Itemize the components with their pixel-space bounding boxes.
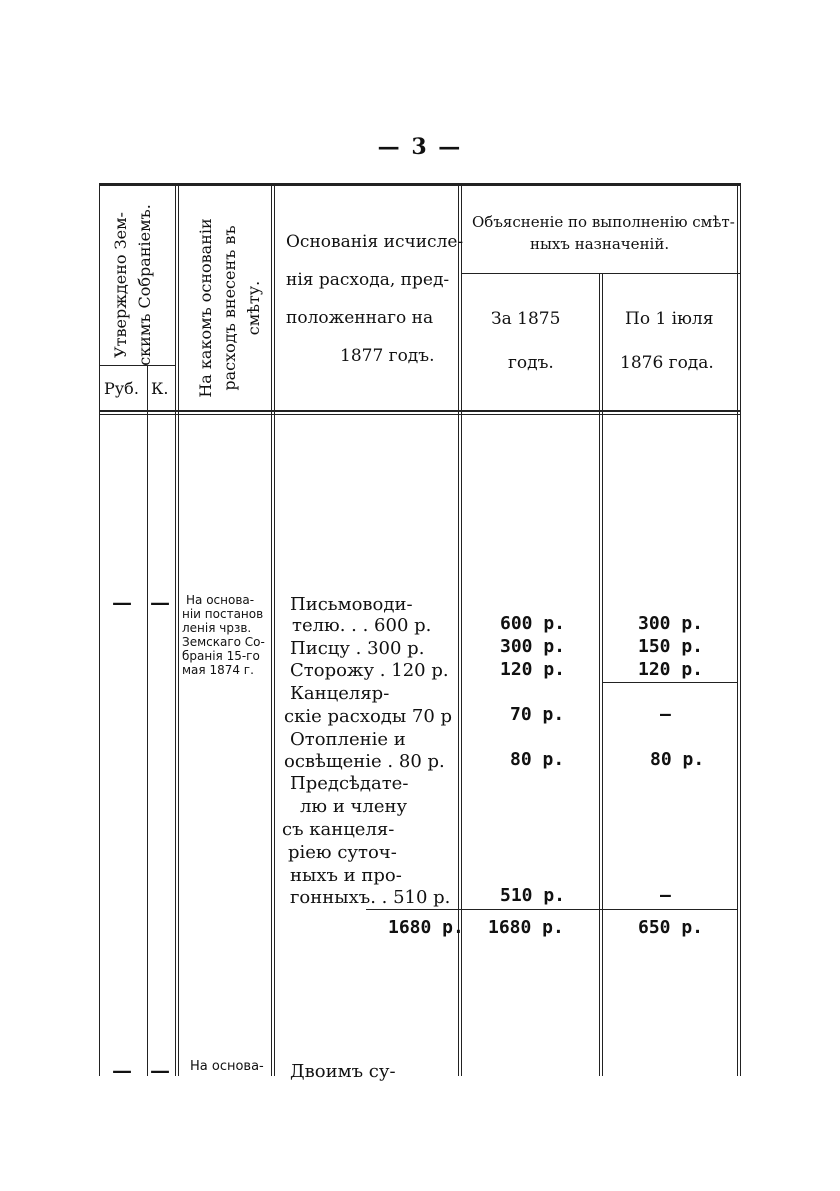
- header-1876-line-2: 1876 года.: [620, 353, 714, 373]
- item-1-line-2: телю. . . 600 р.: [292, 615, 432, 636]
- col-line-5: [599, 273, 600, 1076]
- block1-basis-6: мая 1874 г.: [182, 663, 254, 677]
- item-1-1875: 600 р.: [500, 613, 566, 634]
- item-3-line-1: Сторожу . 120 р.: [290, 660, 449, 681]
- col-line-2b: [178, 183, 179, 1076]
- col-line-3b: [274, 183, 275, 1076]
- block1-basis-3: ленія чрзв.: [182, 621, 252, 635]
- block1-basis-1: На основа-: [186, 593, 255, 607]
- item-5-line-1: Отопленіе и: [290, 729, 406, 750]
- item-2-1876: 150 р.: [638, 636, 704, 657]
- item-4-line-1: Канцеляр-: [290, 683, 390, 704]
- total-calc: 1680 р.: [388, 917, 464, 938]
- header-calc-line-2: нія расхода, пред-: [286, 270, 450, 290]
- header-1876-line-1: По 1 іюля: [625, 309, 714, 329]
- block2-calc: Двоимъ су-: [290, 1061, 396, 1082]
- item-2-1875: 300 р.: [500, 636, 566, 657]
- item-6-line-5: ныхъ и про-: [290, 865, 402, 886]
- item-5-line-2: освѣщеніе . 80 р.: [284, 751, 445, 772]
- header-basis-included: На какомъ основаніи расходъ внесенъ въ смѣту.: [196, 218, 263, 398]
- item-6-line-6: гонныхъ. . 510 р.: [290, 887, 451, 908]
- item-6-line-3: съ канцеля-: [282, 819, 395, 840]
- block1-basis-4: Земскаго Со-: [182, 635, 265, 649]
- header-calc-line-4: 1877 годъ.: [340, 346, 435, 366]
- header-explanation-line-1: Объясненіе по выполненію смѣт-: [472, 213, 735, 231]
- item-4-1876: —: [660, 704, 671, 725]
- item-6-line-4: ріею суточ-: [288, 842, 397, 863]
- header-calc-line-3: положеннаго на: [286, 308, 434, 328]
- header-1875-line-2: годъ.: [508, 353, 554, 373]
- item-6-line-2: лю и члену: [300, 796, 408, 817]
- header-1875-line-1: За 1875: [491, 309, 561, 329]
- header-calc-line-1: Основанія исчисле-: [286, 232, 464, 252]
- item-3-1876: 120 р.: [638, 659, 704, 680]
- block2-kop: —: [150, 1058, 170, 1082]
- block1-rub: —: [112, 590, 132, 614]
- header-rub: Руб.: [104, 379, 139, 398]
- item-5-1875: 80 р.: [510, 749, 565, 770]
- explanation-rule: [461, 273, 740, 274]
- header-approved: Утверждено Зем-скимъ Собраніемъ.: [111, 204, 154, 366]
- table-top-rule: [99, 183, 740, 186]
- col-line-3: [271, 183, 272, 1076]
- col-line-1: [147, 365, 148, 1076]
- col-line-6b: [740, 183, 741, 1076]
- block1-kop: —: [150, 590, 170, 614]
- item-1-1876: 300 р.: [638, 613, 704, 634]
- col-line-0: [99, 183, 100, 1076]
- item-4-1875: 70 р.: [510, 704, 565, 725]
- block1-basis-5: бранія 15-го: [182, 649, 260, 663]
- item-1-line-1: Письмоводи-: [290, 594, 413, 615]
- total-1875: 1680 р.: [488, 917, 564, 938]
- item-4-line-2: скіе расходы 70 р: [284, 706, 453, 727]
- item-3-1875: 120 р.: [500, 659, 566, 680]
- col-line-4b: [461, 183, 462, 1076]
- col-line-2: [175, 183, 176, 1076]
- total-1876: 650 р.: [638, 917, 704, 938]
- col-1876-rule: [602, 682, 737, 683]
- block2-rub: —: [112, 1058, 132, 1082]
- item-5-1876: 80 р.: [650, 749, 705, 770]
- col-line-4: [458, 183, 459, 1076]
- block2-basis: На основа-: [190, 1059, 264, 1074]
- block1-basis-2: ніи постанов: [182, 607, 264, 621]
- page-number: — 3 —: [377, 134, 463, 160]
- header-kop: К.: [151, 379, 169, 398]
- col-line-6: [737, 183, 738, 1076]
- item-6-1876: —: [660, 885, 671, 906]
- col-line-5b: [602, 273, 603, 1076]
- item-6-line-1: Предсѣдате-: [290, 773, 409, 794]
- header-explanation-line-2: ныхъ назначеній.: [530, 235, 670, 253]
- item-6-1875: 510 р.: [500, 885, 566, 906]
- totals-rule: [366, 909, 737, 910]
- item-2-line-1: Писцу . 300 р.: [290, 638, 425, 659]
